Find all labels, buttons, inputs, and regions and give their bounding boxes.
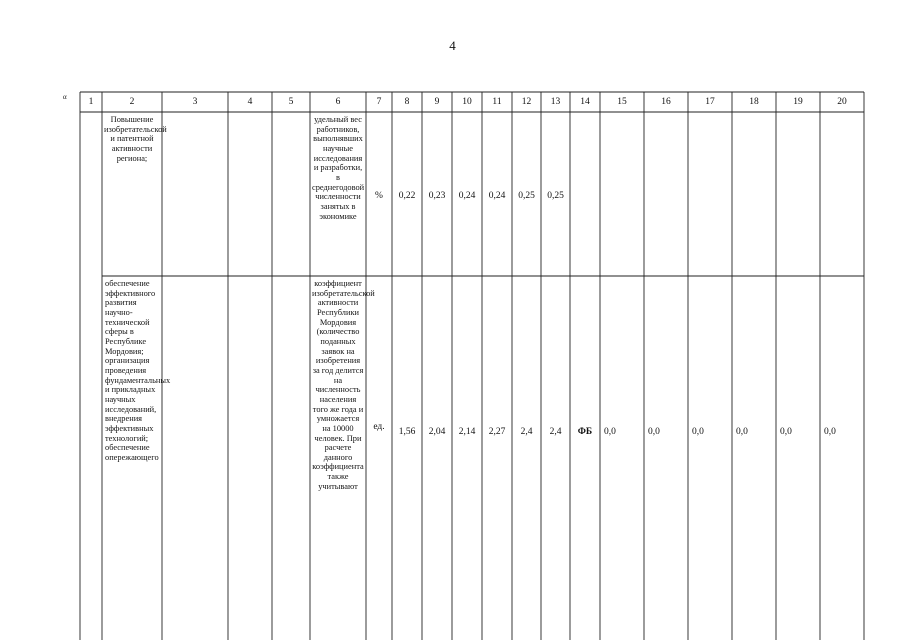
- column-header: 4: [247, 97, 253, 107]
- row2-value: 2,4: [520, 427, 533, 437]
- column-header: 8: [404, 97, 410, 107]
- column-header: 9: [434, 97, 440, 107]
- row2-funding-source: ФБ: [577, 427, 593, 437]
- row2-task-text: обеспечение эффективного развития научно-технической сферы в Республике Мордовия; организация проведения фундаментальных и прикладных научных исследований, внедрения эффективных технологий; обеспечение опережающего: [105, 279, 171, 462]
- row2-funding-value: 0,0: [604, 427, 616, 437]
- row2-funding-value: 0,0: [736, 427, 748, 437]
- column-header: 16: [661, 97, 671, 107]
- row2-value: 2,04: [428, 427, 446, 437]
- row1-value: 0,25: [518, 191, 535, 201]
- row1-value: 0,24: [458, 191, 476, 201]
- row1-task-text: Повышение изобретательской и патентной активности региона;: [104, 115, 167, 163]
- column-header: 19: [793, 97, 803, 107]
- column-header: 14: [580, 97, 590, 107]
- column-header: 18: [749, 97, 759, 107]
- row2-funding-value: 0,0: [824, 427, 836, 437]
- row1-value: 0,23: [428, 191, 446, 201]
- row2-value: 2,27: [488, 427, 506, 437]
- row2-value: 1,56: [398, 427, 416, 437]
- column-header: 2: [129, 97, 135, 107]
- column-header: 5: [288, 97, 294, 107]
- column-header: 12: [521, 97, 532, 107]
- column-header: 10: [462, 97, 472, 107]
- column-header: 15: [617, 97, 627, 107]
- row1-value: 0,24: [488, 191, 506, 201]
- row1-value: 0,22: [398, 191, 416, 201]
- column-header: 6: [335, 97, 341, 107]
- row2-unit: ед.: [373, 422, 385, 432]
- row2-value: 2,14: [458, 427, 476, 437]
- margin-mark: α: [63, 93, 67, 101]
- page-number: 4: [449, 38, 456, 53]
- column-header: 17: [705, 97, 715, 107]
- column-header: 3: [192, 97, 198, 107]
- row2-funding-value: 0,0: [780, 427, 792, 437]
- column-header: 1: [88, 97, 94, 107]
- row1-value: 0,25: [547, 191, 564, 201]
- row2-indicator-text: коэффициент изобретательской активности Республики Мордовия (количество поданных заявок на изобретения за год делится на численность населения того же года и умножается на 10000 человек. При расчете данного коэффициента также учитывают: [312, 279, 375, 491]
- row2-value: 2,4: [549, 427, 562, 437]
- row2-funding-value: 0,0: [648, 427, 660, 437]
- row2-funding-value: 0,0: [692, 427, 704, 437]
- column-header: 7: [376, 97, 382, 107]
- column-header: 20: [837, 97, 847, 107]
- column-header: 11: [492, 97, 502, 107]
- row1-unit: %: [375, 191, 383, 201]
- column-header: 13: [550, 97, 561, 107]
- row1-indicator-text: удельный вес работников, выполнявших научные исследования и разработки, в среднегодовой численности занятых в экономике: [312, 115, 365, 221]
